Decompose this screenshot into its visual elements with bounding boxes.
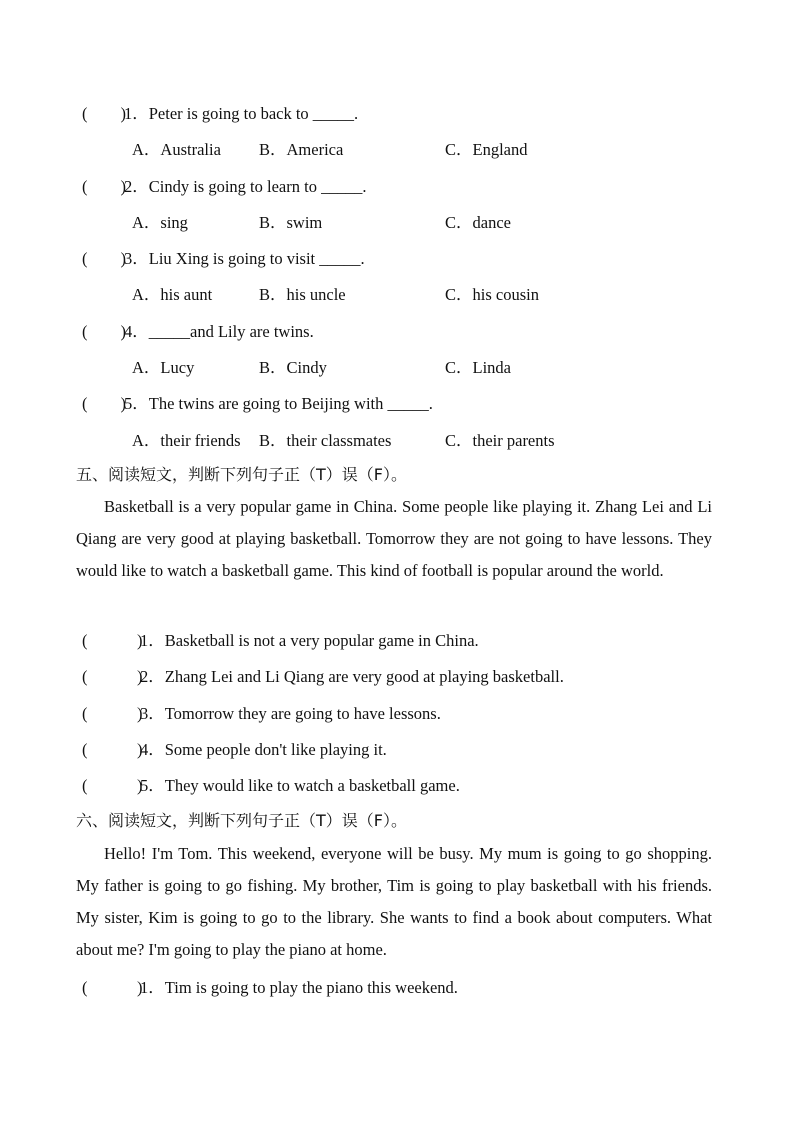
answer-bracket[interactable]: ( )	[82, 667, 143, 686]
section-six-passage: Hello! I'm Tom. This weekend, everyone will be busy. My mum is going to go shopping. My father is going to go fishing. My brother, Tim is going to play basketball with his friends. My sister, Kim is going to go to the library. She wants to find a book about computers. What about me? I'm going to play the piano at home.	[76, 844, 712, 959]
option-c[interactable]: C．England	[445, 140, 528, 159]
answer-bracket[interactable]: ( )	[82, 978, 143, 997]
statement-text: 5．They would like to watch a basketball game.	[140, 776, 460, 795]
statement-text: 4．Some people don't like playing it.	[140, 740, 387, 759]
option-a[interactable]: A．Lucy	[132, 358, 195, 377]
option-b[interactable]: B．their classmates	[259, 431, 392, 450]
answer-bracket[interactable]: ( )	[82, 631, 143, 650]
option-c[interactable]: C．dance	[445, 213, 511, 232]
option-c[interactable]: C．his cousin	[445, 285, 539, 304]
section-five-passage: Basketball is a very popular game in China. Some people like playing it. Zhang Lei and Li Qiang are very good at playing basketball. Tomorrow they are not going to have lessons. They would like to watch a basketball game. This kind of football is popular around the world.	[76, 497, 712, 580]
option-b[interactable]: B．Cindy	[259, 358, 327, 377]
statement-text: 1．Basketball is not a very popular game in China.	[140, 631, 479, 650]
answer-bracket[interactable]: ( )	[82, 776, 143, 795]
option-b[interactable]: B．his uncle	[259, 285, 346, 304]
question-text: 3．Liu Xing is going to visit _____.	[124, 249, 365, 268]
option-c[interactable]: C．their parents	[445, 431, 555, 450]
answer-bracket[interactable]: ( )	[82, 104, 126, 123]
statement-text: 1．Tim is going to play the piano this weekend.	[140, 978, 458, 997]
option-a[interactable]: A．his aunt	[132, 285, 213, 304]
answer-bracket[interactable]: ( )	[82, 177, 126, 196]
section-five-heading: 五、阅读短文，判断下列句子正（T）误（F）。	[76, 465, 407, 484]
question-text: 4．_____and Lily are twins.	[124, 322, 314, 341]
answer-bracket[interactable]: ( )	[82, 394, 126, 413]
option-c[interactable]: C．Linda	[445, 358, 511, 377]
statement-text: 3．Tomorrow they are going to have lessons.	[140, 704, 441, 723]
option-a[interactable]: A．their friends	[132, 431, 241, 450]
option-a[interactable]: A．Australia	[132, 140, 221, 159]
answer-bracket[interactable]: ( )	[82, 704, 143, 723]
option-b[interactable]: B．swim	[259, 213, 323, 232]
section-six-heading: 六、阅读短文，判断下列句子正（T）误（F）。	[76, 811, 407, 830]
question-text: 5．The twins are going to Beijing with _____.	[124, 394, 433, 413]
answer-bracket[interactable]: ( )	[82, 322, 126, 341]
option-a[interactable]: A．sing	[132, 213, 188, 232]
statement-row	[0, 974, 458, 1034]
statement-text: 2．Zhang Lei and Li Qiang are very good at playing basketball.	[140, 667, 564, 686]
question-text: 1．Peter is going to back to _____.	[124, 104, 359, 123]
question-text: 2．Cindy is going to learn to _____.	[124, 177, 367, 196]
option-b[interactable]: B．America	[259, 140, 344, 159]
answer-bracket[interactable]: ( )	[82, 249, 126, 268]
answer-bracket[interactable]: ( )	[82, 740, 143, 759]
